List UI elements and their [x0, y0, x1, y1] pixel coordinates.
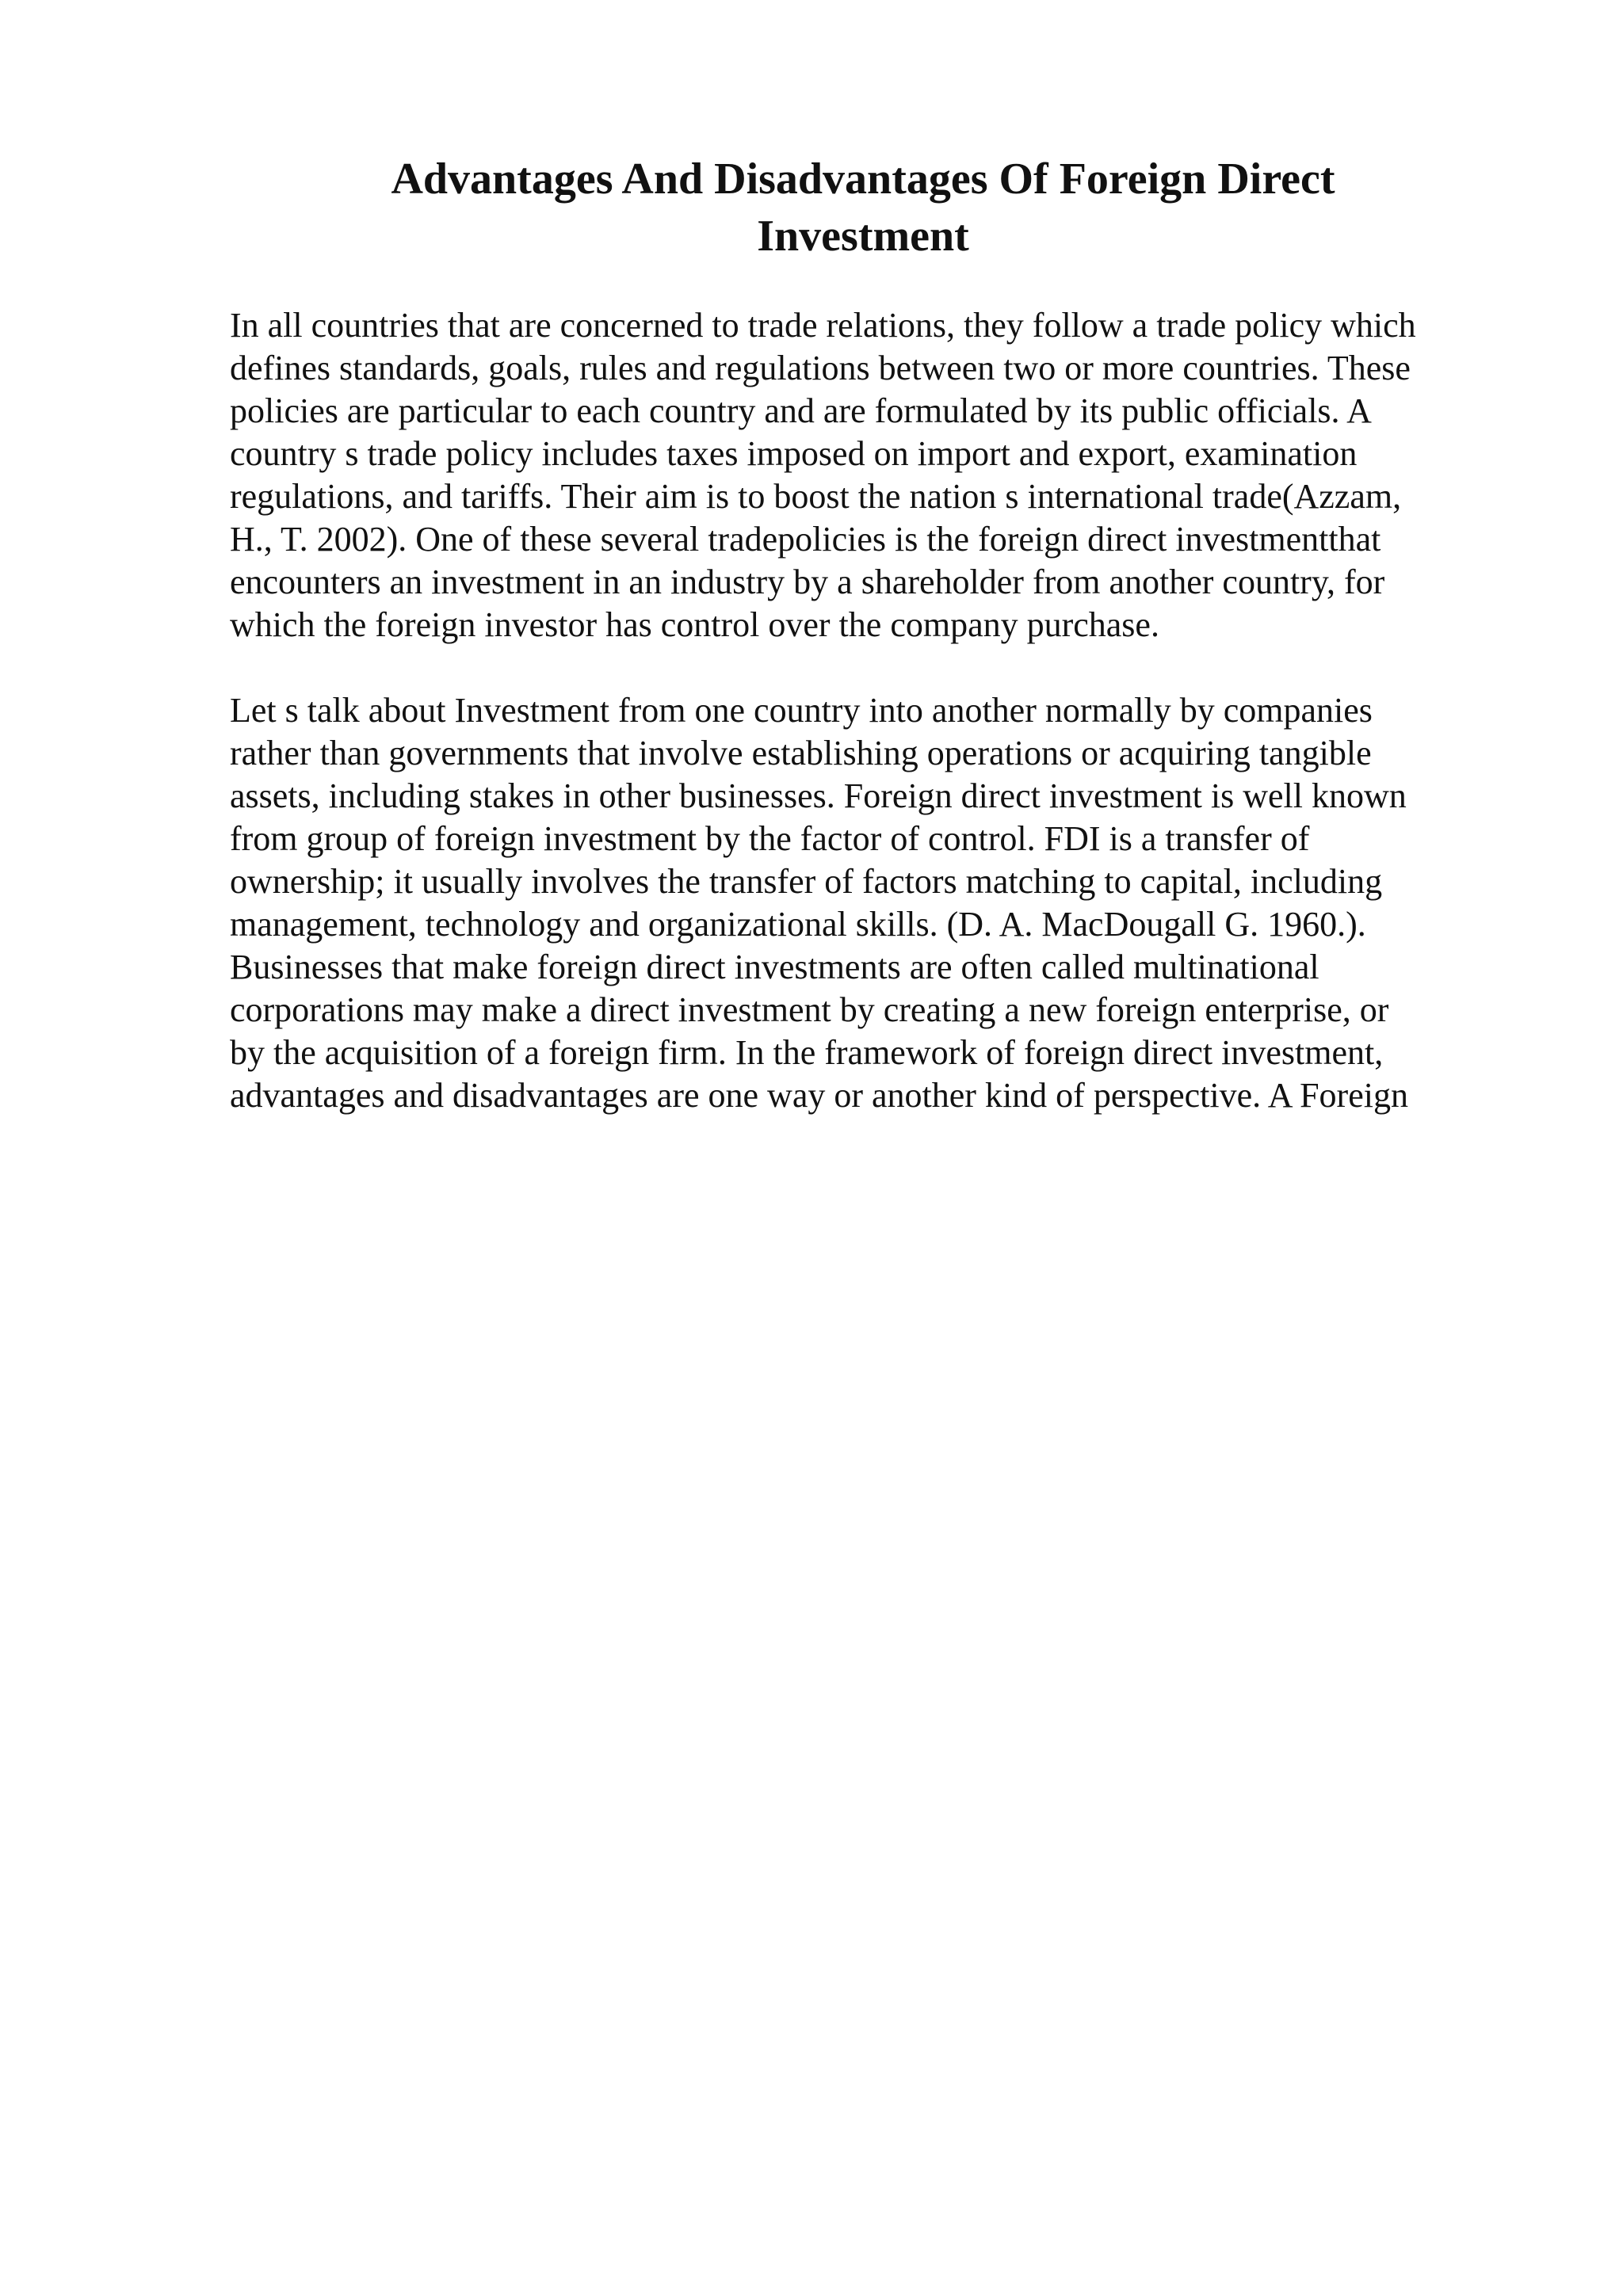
paragraph-line: policies are particular to each country and are formulated by its public officials. A — [230, 391, 1372, 430]
paragraph-line: encounters an investment in an industry by a shareholder from another country, for — [230, 563, 1385, 601]
paragraph-line: rather than governments that involve establishing operations or acquiring tangible — [230, 734, 1372, 772]
paragraph-line: management, technology and organizational skills. (D. A. MacDougall G. 1960.). — [230, 905, 1366, 944]
paragraph-line: by the acquisition of a foreign firm. In the framework of foreign direct investment, — [230, 1033, 1384, 1072]
paragraph-line: corporations may make a direct investment by creating a new foreign enterprise, or — [230, 990, 1389, 1029]
title-line: Advantages And Disadvantages Of Foreign Direct — [391, 154, 1335, 204]
paragraph-line: assets, including stakes in other businesses. Foreign direct investment is well known — [230, 776, 1407, 815]
title-line: Investment — [757, 212, 969, 261]
paragraph-line: country s trade policy includes taxes imposed on import and export, examination — [230, 434, 1358, 473]
paragraph-line: Businesses that make foreign direct investments are often called multinational — [230, 948, 1319, 986]
paragraph-line: H., T. 2002). One of these several tradepolicies is the foreign direct investmentthat — [230, 520, 1381, 559]
paragraph-line: from group of foreign investment by the factor of control. FDI is a transfer of — [230, 819, 1310, 858]
paragraph-line: regulations, and tariffs. Their aim is to boost the nation s international trade(Azzam, — [230, 477, 1402, 516]
paragraph-line: which the foreign investor has control over the company purchase. — [230, 605, 1159, 644]
paragraph-line: ownership; it usually involves the transfer of factors matching to capital, including — [230, 862, 1383, 901]
paragraph-2 — [230, 689, 1514, 1117]
paragraph-line: In all countries that are concerned to trade relations, they follow a trade policy which — [230, 306, 1416, 345]
paragraph-line: defines standards, goals, rules and regulations between two or more countries. These — [230, 349, 1411, 387]
document-title — [230, 151, 1496, 265]
paragraph-line: advantages and disadvantages are one way or another kind of perspective. A Foreign — [230, 1076, 1408, 1115]
paragraph-line: Let s talk about Investment from one country into another normally by companies — [230, 691, 1373, 730]
paragraph-1 — [230, 304, 1514, 646]
